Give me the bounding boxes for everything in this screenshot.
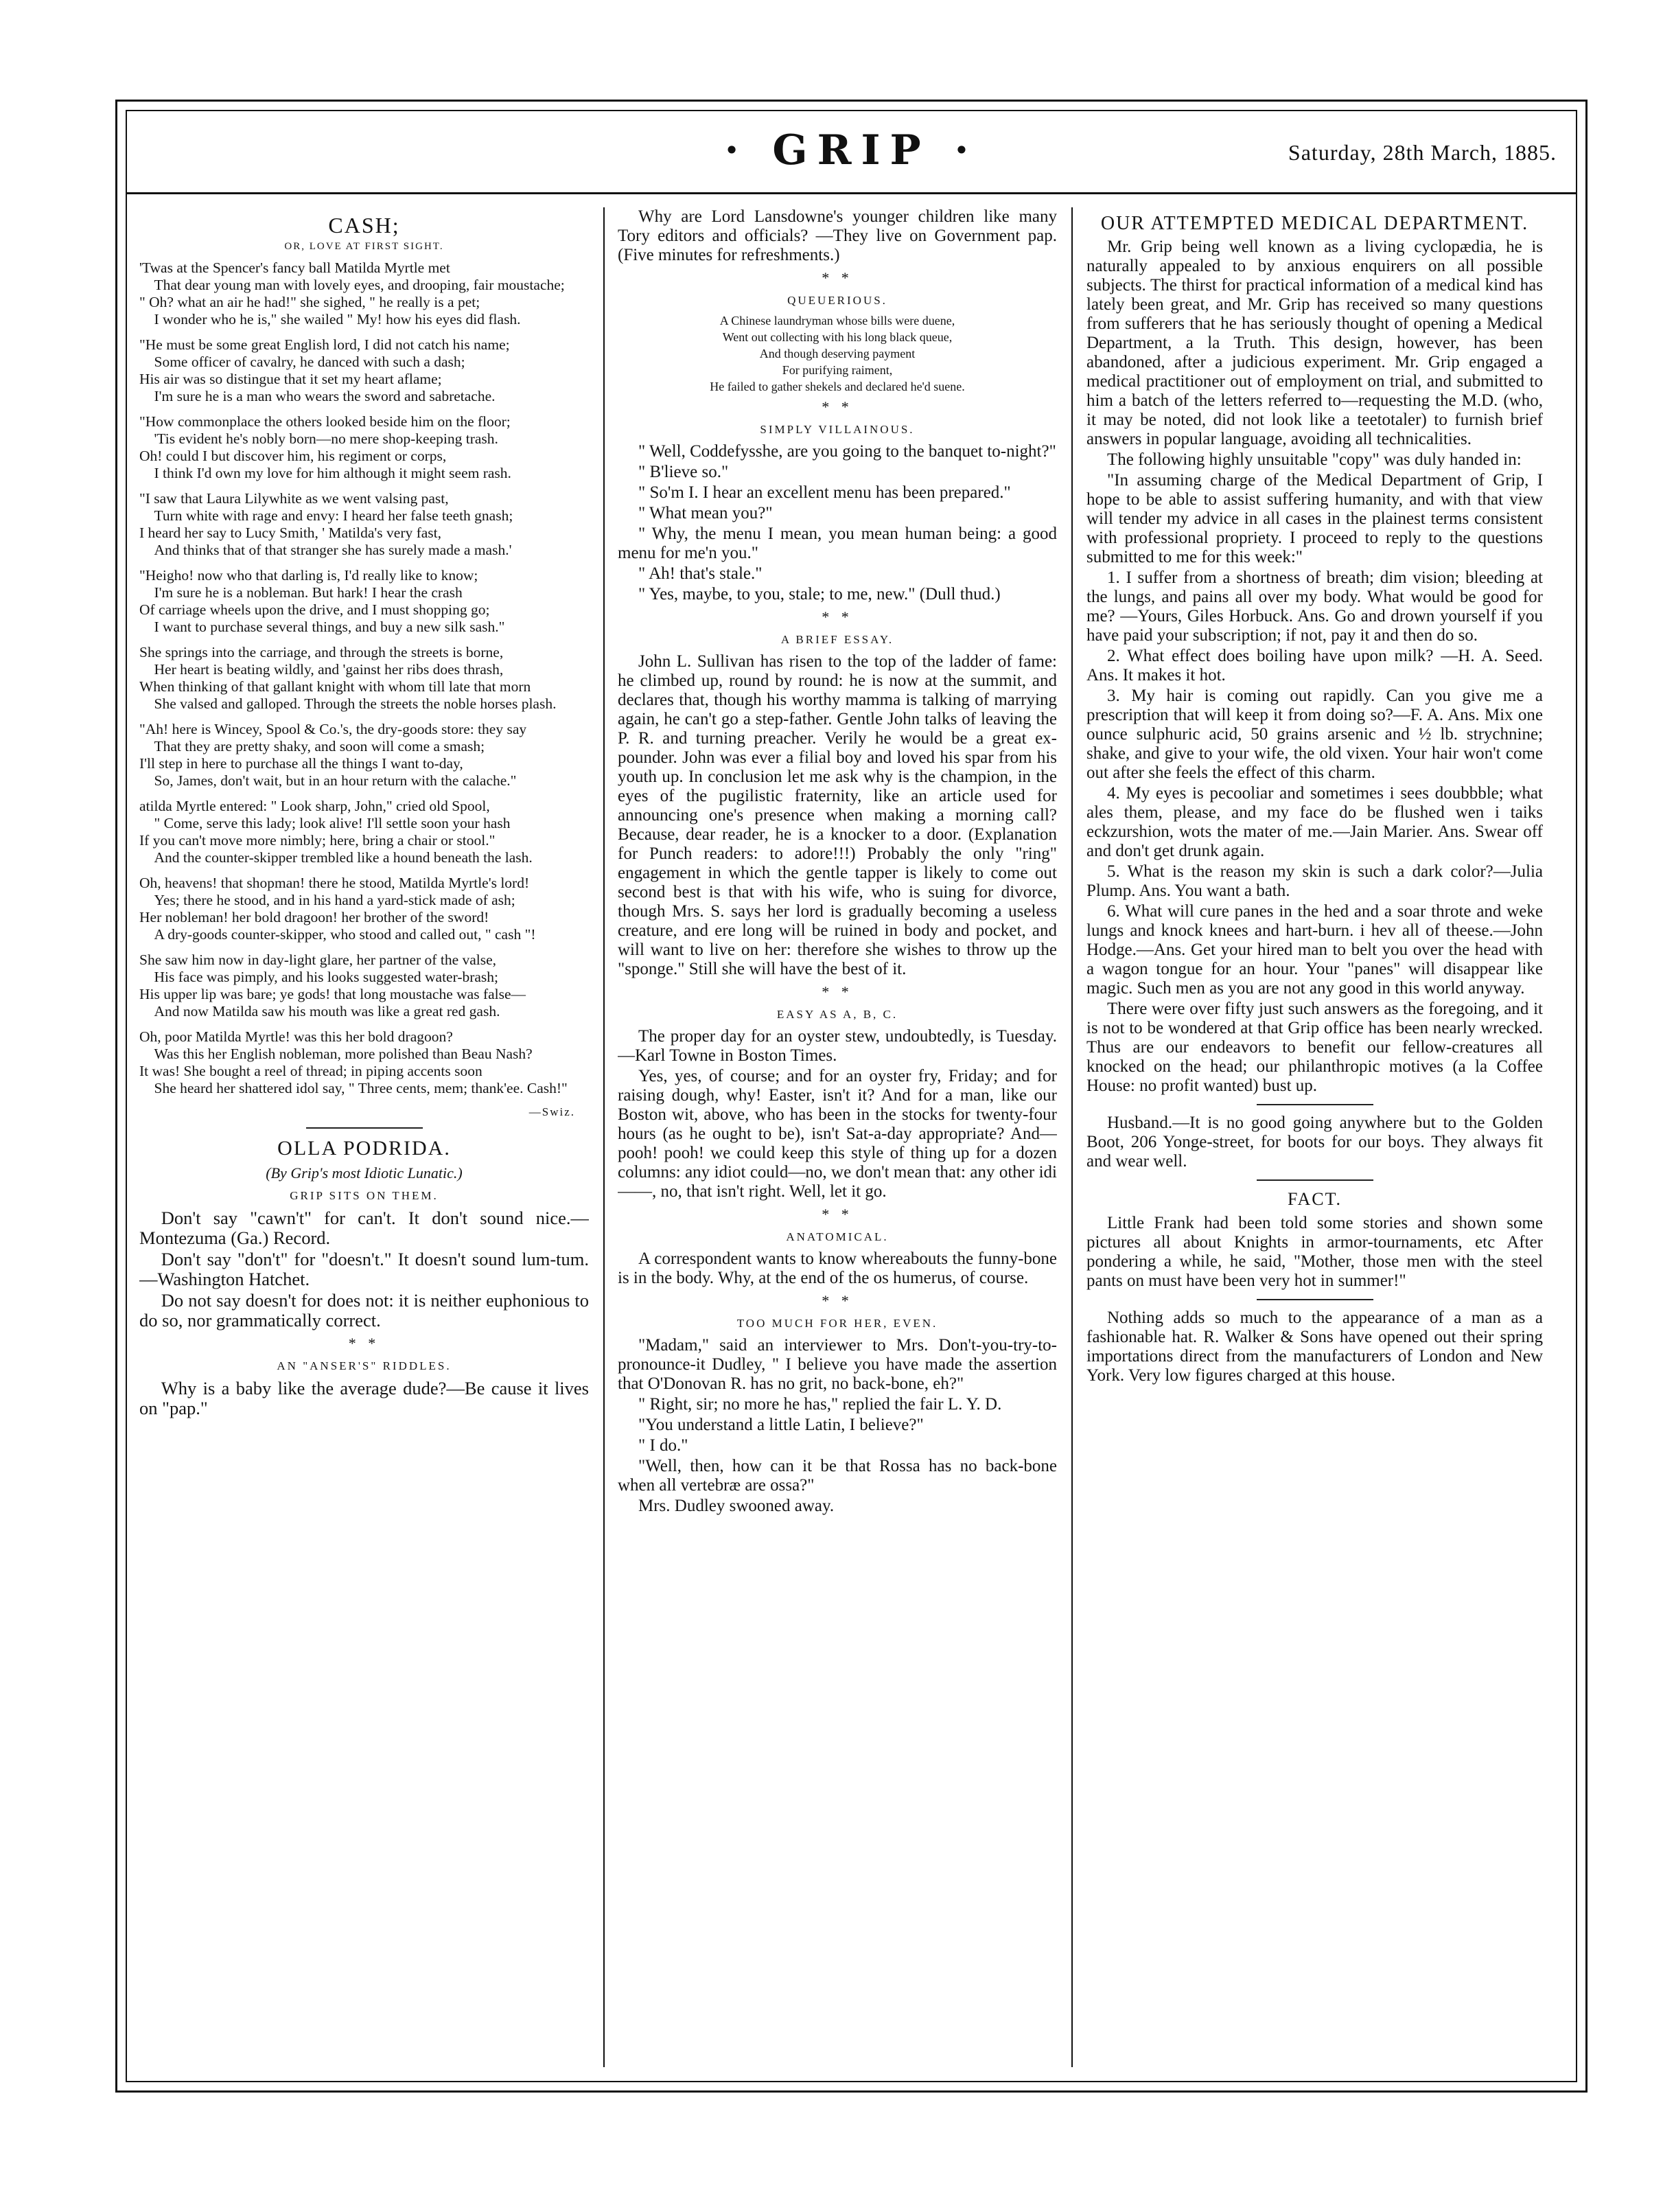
poem-line: atilda Myrtle entered: " Look sharp, John," cried old Spool, (139, 798, 490, 814)
medical-paragraph: Mr. Grip being well known as a living cyclopædia, he is naturally appealed to by anxious enquirers on all possible subjects. The thirst for practical information of a medical kind has lately been great, and Mr. Grip has received so many questions from sufferers that he has seriously thought of opening a Medical Department, a la Truth. This design, however, has been abandoned, after a judicious experiment. Mr. Grip engaged a medical practitioner out of employment on trial, and submitted to him a batch of the letters referred to—requesting the M.D. (who, it may be noted, did not look like a teetotaler) to furnish brief answers in popular language, avoiding all technicalities. (1086, 238, 1543, 448)
dialogue-line: " I do." (638, 1436, 688, 1455)
anatomical-heading: ANATOMICAL. (786, 1230, 889, 1243)
dialogue-line: " Well, Coddefysshe, are you going to the banquet to-night?" (638, 442, 1056, 461)
medical-paragraph: There were over fifty just such answers as the foregoing, and it is not to be wondered at that Grip office has been nearly wrecked. Thus are our endeavors to benefit our fellow-creatures all knocked on the head; our philanthropic motives (a la Coffee House: no profit wanted) bust up. (1086, 1000, 1543, 1095)
medical-paragraph: 4. My eyes is pecooliar and sometimes i sees doubbble; what ales them, please, and my face do be flushed wen i taiks eckzurshion, wots the mater of me.—Jain Marier. Ans. Swear off and don't get drunk again. (1086, 784, 1543, 860)
queuerious-heading: QUEUERIOUS. (787, 294, 887, 307)
poem (139, 260, 589, 1097)
poem-line: That dear young man with lovely eyes, and drooping, fair moustache; (154, 277, 565, 293)
riddles-heading: AN "ANSER'S" RIDDLES. (277, 1359, 452, 1372)
fact-paragraph: Little Frank had been told some stories and shown some pictures all about Knights in armor-tournaments, etc After pondering a while, he said, "Mother, those men with the steel pants on must have been very hot in summer!" (1086, 1214, 1543, 1290)
page-frame (115, 100, 1588, 2093)
poem-stanza (139, 413, 589, 482)
medical-paragraph: 5. What is the reason my skin is such a dark color?—Julia Plump. Ans. You want a bath. (1086, 862, 1543, 900)
stars-separator: * * (348, 1335, 380, 1352)
poem-line: And thinks that of that stranger she has surely made a mash.' (154, 542, 512, 558)
dialogue-line: "You understand a little Latin, I believe?" (638, 1416, 924, 1434)
olla-paragraph: Don't say "cawn't" for can't. It don't sound nice.—Montezuma (Ga.) Record. (139, 1208, 589, 1248)
poem-line: 'Tis evident he's nobly born—no mere shop-keeping trash. (154, 430, 498, 447)
poem-line: I'm sure he is a man who wears the sword and sabretache. (154, 388, 496, 404)
poem-stanza (139, 490, 589, 559)
medical-paragraph: 2. What effect does boiling have upon milk? —H. A. Seed. Ans. It makes it hot. (1086, 647, 1543, 684)
poem-line: I think I'd own my love for him although it might seem rash. (154, 465, 511, 481)
anatomical-paragraph: A correspondent wants to know whereabouts the funny-bone is in the body. Why, at the end of the os humerus, of course. (618, 1249, 1057, 1287)
medical-paragraph: 3. My hair is coming out rapidly. Can you give me a prescription that will keep it from doing so?—F. A. Ans. Mix one ounce sulphuric acid, 50 grains arsenic and ½ lb. strychnine; shake, and give to your wife, the old vixen. Your hair won't come out after she feels the effect of this charm. (1086, 687, 1543, 782)
olla-section-heading: GRIP SITS ON THEM. (290, 1189, 439, 1202)
poem-line: "Heigho! now who that darling is, I'd really like to know; (139, 567, 478, 584)
dialogue-line: Mrs. Dudley swooned away. (638, 1497, 835, 1515)
poem-line: 'Twas at the Spencer's fancy ball Matilda Myrtle met (139, 260, 450, 276)
easy-paragraph: Yes, yes, of course; and for an oyster fry, Friday; and for raising dough, why! Easter, isn't it? And for a man, like our Boston wit, above, who has been in the stocks for twenty-four hours (as he ought to be), isn't Sat-a-day appropriate? And—pooh! pooh! we could keep this style of thing up for a dozen columns: any idiot could—no, we don't mean that: any other idi——, no, that isn't right. Well, let it go. (618, 1067, 1057, 1201)
essay-paragraph: John L. Sullivan has risen to the top of the ladder of fame: he climbed up, round by round: he is now at the summit, and declares that, though his worthy mamma is talking of marrying again, he can't go a step-father. Gentle John talks of leaving the P. R. and turning preacher. Verily he would be a great ex-pounder. John was ever a filial boy and loved his spar from his youth up. In conclusion let me ask why is the champion, in the eyes of the pugilistic fraternity, like an article used for announcing one's presence when making a morning call? Because, dear reader, he is a knocker to a door. (Explanation for Punch readers: to adore!!!) Probably the only "ring" engagement in which the gentle tapper is likely to come out second best is that with his wife, who is suing for divorce, though Mrs. S. says her lord is gradually becoming a useless creature, and ere long will be ruined in body and pocket, and will want to live on her: therefore she wishes to throw up the "sponge." Still she will have the best of it. (618, 652, 1057, 978)
poem-stanza (139, 721, 589, 790)
poem-line: Oh, heavens! that shopman! there he stood, Matilda Myrtle's lord! (139, 875, 530, 891)
poem-line: Her nobleman! her bold dragoon! her brother of the sword! (139, 909, 489, 925)
divider-rule (1257, 1299, 1373, 1300)
divider-rule (1257, 1179, 1373, 1181)
poem-line: That they are pretty shaky, and soon will come a smash; (154, 738, 485, 754)
poem-line: And the counter-skipper trembled like a hound beneath the lash. (154, 849, 533, 866)
dialogue-line: " Right, sir; no more he has," replied the fair L. Y. D. (638, 1395, 1002, 1414)
medical-paragraph: The following highly unsuitable "copy" was duly handed in: (1107, 450, 1522, 469)
stars-separator: * * (822, 608, 853, 625)
olla-byline: (By Grip's most Idiotic Lunatic.) (266, 1164, 463, 1182)
poem-stanza (139, 260, 589, 328)
poem-stanza (139, 644, 589, 713)
medical-paragraph: "In assuming charge of the Medical Department of Grip, I hope to be able to assist suffering humanity, and with that view will tender my advice in all cases in the plainest terms consistent with professional propriety. I proceed to reply to the questions submitted to me for this week:" (1086, 471, 1543, 566)
poem-line: When thinking of that gallant knight with whom till late that morn (139, 678, 531, 695)
dialogue-line: " So'm I. I hear an excellent menu has been prepared." (638, 483, 1011, 502)
column-divider (603, 207, 605, 2067)
intro-paragraph: Why are Lord Lansdowne's younger children like many Tory editors and officials? —They live on Government pap. (Five minutes for refreshments.) (618, 207, 1057, 264)
poem-stanza (139, 336, 589, 405)
easy-paragraph: The proper day for an oyster stew, undoubtedly, is Tuesday.—Karl Towne in Boston Times. (618, 1027, 1057, 1065)
poem-line: I'm sure he is a nobleman. But hark! I hear the crash (154, 584, 463, 601)
poem-line: She springs into the carriage, and through the streets is borne, (139, 644, 504, 660)
fact-title: FACT. (1287, 1189, 1342, 1209)
medical-paragraph: 6. What will cure panes in the hed and a soar throte and weke lungs and knock knees and hart-burn. i hev all of theese.—John Hodge.—Ans. Get your hired man to belt you over the head with a wagon tongue for an hour. Your "panes" will disappear like magic. Such men as you are not any good in this world anyway. (1086, 902, 1543, 998)
dialogue-line: " Why, the menu I mean, you mean human being: a good menu for me'n you." (618, 525, 1057, 562)
poem-line: " Come, serve this lady; look alive! I'll settle soon your hash (154, 815, 511, 831)
medical-title: OUR ATTEMPTED MEDICAL DEPARTMENT. (1100, 213, 1529, 234)
poem-line: Was this her English nobleman, more polished than Beau Nash? (154, 1046, 533, 1062)
olla-title: OLLA PODRIDA. (277, 1137, 451, 1160)
poem-stanza (139, 875, 589, 943)
dialogue-line: " Ah! that's stale." (638, 564, 763, 583)
dialogue-line: " What mean you?" (638, 504, 773, 522)
column-divider (1071, 207, 1073, 2067)
poem-subtitle: OR, LOVE AT FIRST SIGHT. (284, 241, 444, 252)
verse-line: And though deserving payment (759, 347, 916, 360)
olla-paragraph: Do not say doesn't for does not: it is neither euphonious to do so, nor grammatically correct. (139, 1290, 589, 1330)
poem-line: She saw him now in day-light glare, her partner of the valse, (139, 952, 497, 968)
poem-stanza (139, 567, 589, 636)
verse-line: He failed to gather shekels and declared he'd suene. (710, 380, 965, 393)
poem-line: "He must be some great English lord, I did not catch his name; (139, 336, 510, 353)
olla-paragraph: Don't say "don't" for "doesn't." It doesn't sound lum-tum.—Washington Hatchet. (139, 1249, 589, 1289)
divider-rule (306, 1127, 423, 1129)
poem-stanza (139, 1028, 589, 1097)
verse-line: For purifying raiment, (782, 363, 893, 377)
poem-line: And now Matilda saw his mouth was like a great red gash. (154, 1003, 500, 1019)
poem-line: She valsed and galloped. Through the streets the noble horses plash. (154, 695, 557, 712)
poem-line: His air was so distingue that it set my heart aflame; (139, 371, 442, 387)
poem-line: Oh, poor Matilda Myrtle! was this her bold dragoon? (139, 1028, 453, 1045)
poem-line: She heard her shattered idol say, " Three cents, mem; thank'ee. Cash!" (154, 1080, 568, 1096)
poem-line: His upper lip was bare; ye gods! that long moustache was false— (139, 986, 526, 1002)
poem-stanza (139, 798, 589, 866)
husband-advert: Husband.—It is no good going anywhere but to the Golden Boot, 206 Yonge-street, for boots for our boys. They always fit and wear well. (1086, 1114, 1543, 1171)
poem-line: It was! She bought a reel of thread; in piping accents soon (139, 1063, 482, 1079)
poem-line: Her heart is beating wildly, and 'gainst her ribs does thrash, (154, 661, 504, 678)
poem-line: " Oh? what an air he had!" she sighed, " he really is a pet; (139, 294, 480, 310)
column-1 (139, 207, 589, 2067)
verse-line: Went out collecting with his long black queue, (722, 330, 953, 344)
poem-line: I heard her say to Lucy Smith, ' Matilda's very fast, (139, 525, 442, 541)
page-inner-frame (126, 110, 1577, 2082)
dateline: Saturday, 28th March, 1885. (1288, 140, 1557, 165)
poem-line: A dry-goods counter-skipper, who stood and called out, " cash "! (154, 926, 536, 943)
stars-separator: * * (822, 983, 853, 1000)
poem-title: CASH; (328, 213, 400, 238)
stars-separator: * * (822, 269, 853, 286)
poem-signature: —Swiz. (528, 1105, 575, 1118)
olla-podrida-section (139, 1137, 589, 1418)
poem-line: Yes; there he stood, and in his hand a yard-stick made of ash; (154, 892, 515, 908)
masthead: · GRIP · (724, 126, 979, 174)
poem-stanza (139, 952, 589, 1020)
dialogue-line: "Madam," said an interviewer to Mrs. Don't-you-try-to-pronounce-it Dudley, " I believe you have made the assertion that O'Donovan R. has no grit, no back-bone, eh?" (618, 1336, 1057, 1393)
poem-line: Oh! could I but discover him, his regiment or corps, (139, 448, 447, 464)
stars-separator: * * (822, 1292, 853, 1309)
divider-rule (1257, 1104, 1373, 1105)
dialogue-line: "Well, then, how can it be that Rossa has no back-bone when all vertebræ are ossa?" (618, 1457, 1057, 1495)
poem-line: "Ah! here is Wincey, Spool & Co.'s, the dry-goods store: they say (139, 721, 527, 737)
poem-line: His face was pimply, and his looks suggested water-brash; (154, 969, 499, 985)
column-2 (618, 207, 1057, 2067)
dialogue-line: " Yes, maybe, to you, stale; to me, new." (Dull thud.) (638, 585, 1001, 603)
poem-line: Turn white with rage and envy: I heard her false teeth gnash; (154, 507, 513, 524)
hat-advert: Nothing adds so much to the appearance of a man as a fashionable hat. R. Walker & Sons have opened out their spring importations direct from the manufacturers of London and New York. Very low figures charged at this house. (1086, 1309, 1543, 1385)
stars-separator: * * (822, 398, 853, 415)
essay-heading: A BRIEF ESSAY. (780, 633, 894, 646)
column-3 (1086, 207, 1543, 2067)
too-much-heading: TOO MUCH FOR HER, EVEN. (736, 1317, 938, 1330)
stars-separator: * * (822, 1206, 853, 1223)
poem-line: I want to purchase several things, and buy a new silk sash." (154, 619, 505, 635)
verse-line: A Chinese laundryman whose bills were duene, (719, 314, 955, 327)
dialogue-line: " B'lieve so." (638, 463, 729, 481)
poem-line: I wonder who he is," she wailed " My! how his eyes did flash. (154, 311, 521, 327)
poem-line: "I saw that Laura Lilywhite as we went valsing past, (139, 490, 449, 507)
easy-heading: EASY AS A, B, C. (776, 1008, 898, 1021)
medical-paragraph: 1. I suffer from a shortness of breath; dim vision; bleeding at the lungs, and pains all over my body. What would be good for me? —Yours, Giles Horbuck. Ans. Go and drown yourself if you have paid your subscription; if not, pay it and then do so. (1086, 568, 1543, 645)
poem-line: Of carriage wheels upon the drive, and I must shopping go; (139, 601, 490, 618)
poem-line: So, James, don't wait, but in an hour return with the calache." (154, 772, 517, 789)
riddles-paragraph: Why is a baby like the average dude?—Be cause it lives on "pap." (139, 1378, 589, 1418)
poem-line: Some officer of cavalry, he danced with such a dash; (154, 354, 465, 370)
poem-line: I'll step in here to purchase all the things I want to-day, (139, 755, 463, 772)
poem-line: "How commonplace the others looked beside him on the floor; (139, 413, 511, 430)
villainous-heading: SIMPLY VILLAINOUS. (760, 423, 915, 436)
poem-line: If you can't move more nimbly; here, bring a chair or stool." (139, 832, 496, 849)
header (127, 111, 1576, 194)
